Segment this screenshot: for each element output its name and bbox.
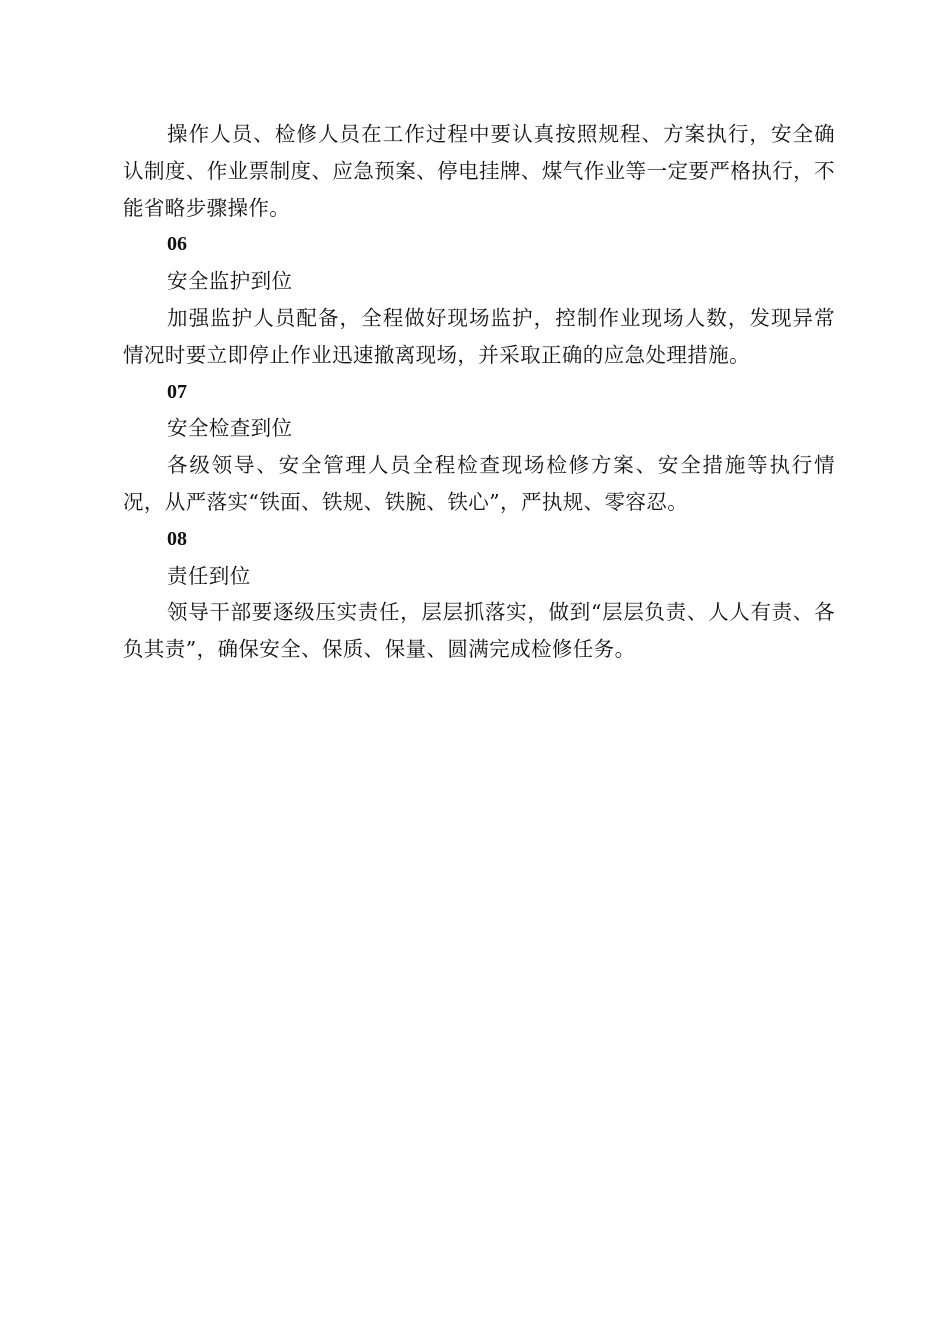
section-heading-supervision: 安全监护到位 [167,269,293,294]
section-heading-inspection: 安全检查到位 [167,416,293,441]
section-number-08: 08 [167,527,187,550]
section-heading-responsibility: 责任到位 [167,563,251,588]
section-number-06: 06 [167,233,187,256]
document-body [123,116,835,668]
section-number-07: 07 [167,380,187,403]
paragraph-supervision: 加强监护人员配备，全程做好现场监护，控制作业现场人数，发现异常情况时要立即停止作业迅速撤离现场，并采取正确的应急处理措施。 [123,305,835,367]
paragraph-responsibility: 领导干部要逐级压实责任，层层抓落实，做到“层层负责、人人有责、各负其责”，确保安全、保质、保量、圆满完成检修任务。 [123,600,835,662]
paragraph-inspection: 各级领导、安全管理人员全程检查现场检修方案、安全措施等执行情况，从严落实“铁面、铁规、铁腕、铁心”，严执规、零容忍。 [123,453,835,514]
paragraph-operation-rules: 操作人员、检修人员在工作过程中要认真按照规程、方案执行，安全确认制度、作业票制度、应急预案、停电挂牌、煤气作业等一定要严格执行，不能省略步骤操作。 [123,122,835,220]
